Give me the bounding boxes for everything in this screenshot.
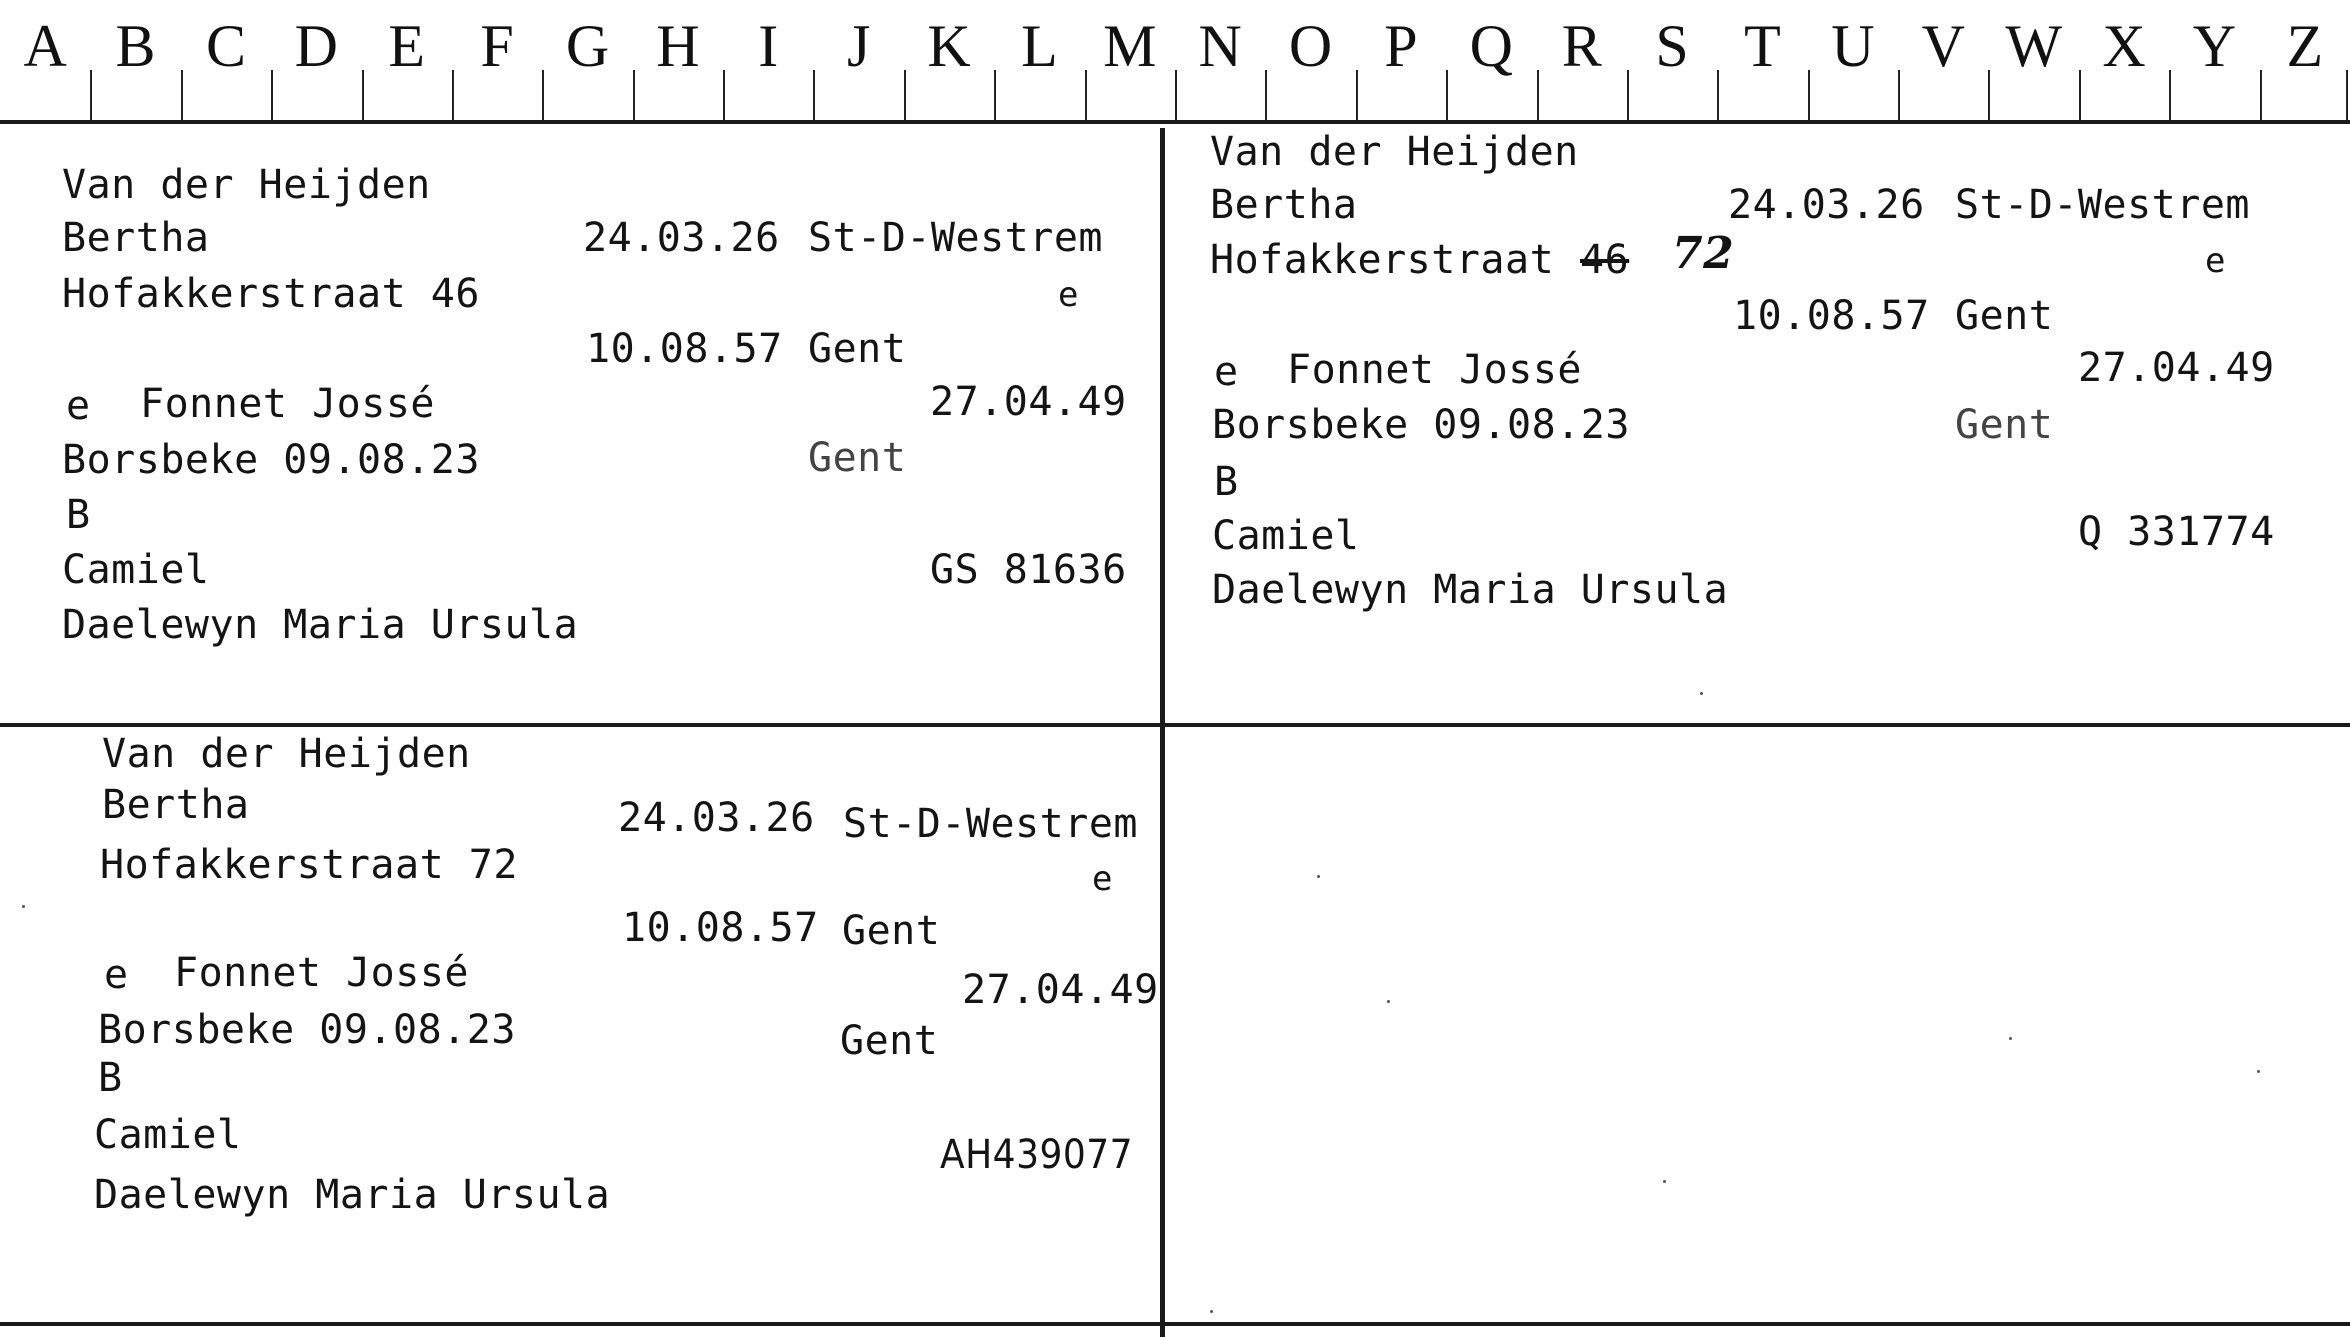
alphabet-divider xyxy=(2346,70,2348,120)
surname: Van der Heijden xyxy=(102,731,471,777)
alphabet-divider xyxy=(90,70,92,120)
alphabet-divider xyxy=(633,70,635,120)
marker-e: e xyxy=(1058,275,1079,315)
alphabet-letter-v xyxy=(1898,0,1988,120)
header-bottom-rule xyxy=(0,120,2350,124)
alphabet-divider xyxy=(994,70,996,120)
alphabet-letter-label: O xyxy=(1288,13,1333,79)
alphabet-divider xyxy=(723,70,725,120)
alphabet-letter-a xyxy=(0,0,90,120)
alphabet-letter-z xyxy=(2260,0,2350,120)
alphabet-letter-g xyxy=(542,0,632,120)
alphabet-letter-label: E xyxy=(388,13,426,79)
alphabet-letter-l xyxy=(994,0,1084,120)
alphabet-letter-label: D xyxy=(294,13,338,79)
entry-date: 10.08.57 xyxy=(622,905,819,951)
alphabet-letter-o xyxy=(1265,0,1355,120)
alphabet-divider xyxy=(1537,70,1539,120)
birth-place: St-D-Westrem xyxy=(843,801,1138,847)
marker-e: e xyxy=(2205,241,2226,281)
spouse-prefix: e xyxy=(1214,349,1239,395)
alphabet-letter-j xyxy=(813,0,903,120)
first-name: Bertha xyxy=(102,782,250,828)
alphabet-letter-label: J xyxy=(846,13,871,79)
entry-place: Gent xyxy=(1955,293,2054,339)
alphabet-letter-label: A xyxy=(23,13,67,79)
id-number: AH439077 xyxy=(940,1132,1134,1178)
alphabet-letter-n xyxy=(1175,0,1265,120)
alphabet-letter-label: S xyxy=(1655,13,1689,79)
surname: Van der Heijden xyxy=(62,162,431,208)
first-name: Bertha xyxy=(1210,182,1358,228)
birth-date: 24.03.26 xyxy=(583,215,780,261)
alphabet-divider xyxy=(1446,70,1448,120)
scan-speck xyxy=(1210,1310,1213,1313)
alphabet-letter-label: Z xyxy=(2286,13,2324,79)
first-name: Bertha xyxy=(62,215,210,261)
marriage-date: 27.04.49 xyxy=(930,379,1127,425)
alphabet-letter-label: T xyxy=(1744,13,1781,79)
alphabet-letter-label: H xyxy=(656,13,700,79)
alphabet-letter-label: R xyxy=(1561,13,1602,79)
alphabet-letter-label: M xyxy=(1103,13,1157,79)
alphabet-letter-label: X xyxy=(2102,13,2146,79)
alphabet-divider xyxy=(1356,70,1358,120)
alphabet-letter-label: I xyxy=(758,13,779,79)
alphabet-divider xyxy=(1898,70,1900,120)
marriage-date: 27.04.49 xyxy=(962,967,1159,1013)
alphabet-letter-label: W xyxy=(2005,13,2062,79)
alphabet-letter-t xyxy=(1717,0,1807,120)
alphabet-letter-h xyxy=(633,0,723,120)
mother-name: Daelewyn Maria Ursula xyxy=(62,602,579,648)
spouse-name: Fonnet Jossé xyxy=(1287,347,1582,393)
father-name: Camiel xyxy=(1212,513,1360,559)
category-letter: B xyxy=(98,1055,123,1101)
alphabet-letter-label: B xyxy=(115,13,156,79)
id-number: Q 331774 xyxy=(2078,509,2275,555)
alphabet-divider xyxy=(1085,70,1087,120)
alphabet-letter-e xyxy=(362,0,452,120)
alphabet-divider xyxy=(904,70,906,120)
address: Hofakkerstraat 46 xyxy=(62,271,480,317)
spouse-name: Fonnet Jossé xyxy=(140,381,435,427)
marker-e: e xyxy=(1092,859,1113,899)
address-old-number: 46 xyxy=(1580,237,1630,283)
alphabet-letter-label: Y xyxy=(2192,13,2237,79)
alphabet-letter-w xyxy=(1988,0,2078,120)
alphabet-letter-label: K xyxy=(927,13,971,79)
alphabet-letter-u xyxy=(1808,0,1898,120)
alphabet-letter-label: P xyxy=(1384,13,1418,79)
alphabet-letter-d xyxy=(271,0,361,120)
alphabet-letter-label: G xyxy=(565,13,610,79)
alphabet-letter-r xyxy=(1537,0,1627,120)
spouse-prefix: e xyxy=(104,952,129,998)
spouse-name: Fonnet Jossé xyxy=(174,950,469,996)
alphabet-letter-m xyxy=(1085,0,1175,120)
spouse-birth: Borsbeke 09.08.23 xyxy=(1212,402,1630,448)
category-letter: B xyxy=(66,492,91,538)
alphabet-letter-x xyxy=(2079,0,2169,120)
alphabet-divider xyxy=(2079,70,2081,120)
alphabet-letter-b xyxy=(90,0,180,120)
father-name: Camiel xyxy=(62,547,210,593)
father-name: Camiel xyxy=(94,1112,242,1158)
alphabet-index xyxy=(0,0,2350,120)
spouse-prefix: e xyxy=(66,383,91,429)
alphabet-divider xyxy=(1265,70,1267,120)
alphabet-letter-s xyxy=(1627,0,1717,120)
alphabet-letter-f xyxy=(452,0,542,120)
alphabet-letter-label: U xyxy=(1831,13,1875,79)
alphabet-divider xyxy=(542,70,544,120)
alphabet-letter-label: L xyxy=(1021,13,1058,79)
alphabet-letter-label: Q xyxy=(1469,13,1513,79)
scan-speck xyxy=(1387,1000,1390,1003)
scan-speck xyxy=(2257,1070,2260,1073)
center-divider xyxy=(1160,128,1165,1337)
mother-name: Daelewyn Maria Ursula xyxy=(1212,567,1729,613)
alphabet-letter-c xyxy=(181,0,271,120)
spouse-birth: Borsbeke 09.08.23 xyxy=(98,1007,516,1053)
alphabet-letter-q xyxy=(1446,0,1536,120)
alphabet-letter-label: N xyxy=(1198,13,1242,79)
alphabet-divider xyxy=(2260,70,2262,120)
entry-place: Gent xyxy=(808,326,907,372)
alphabet-divider xyxy=(1808,70,1810,120)
alphabet-divider xyxy=(452,70,454,120)
alphabet-divider xyxy=(271,70,273,120)
birth-date: 24.03.26 xyxy=(1728,182,1925,228)
alphabet-divider xyxy=(1175,70,1177,120)
scan-speck xyxy=(2009,1037,2012,1040)
alphabet-letter-k xyxy=(904,0,994,120)
scan-speck xyxy=(1663,1180,1666,1183)
bottom-rule xyxy=(0,1322,2350,1326)
alphabet-letter-label: V xyxy=(1921,13,1965,79)
category-letter: B xyxy=(1214,459,1239,505)
alphabet-letter-label: C xyxy=(205,13,246,79)
alphabet-letter-label: F xyxy=(480,13,514,79)
surname: Van der Heijden xyxy=(1210,129,1579,175)
alphabet-divider xyxy=(362,70,364,120)
address: Hofakkerstraat 72 xyxy=(100,842,518,888)
scan-speck xyxy=(1317,875,1320,878)
alphabet-divider xyxy=(181,70,183,120)
scan-speck xyxy=(1700,692,1703,695)
address-new-number: 72 xyxy=(1672,228,1735,279)
alphabet-divider xyxy=(1717,70,1719,120)
id-number: GS 81636 xyxy=(930,547,1127,593)
alphabet-letter-y xyxy=(2169,0,2259,120)
address: Hofakkerstraat xyxy=(1210,237,1555,283)
alphabet-divider xyxy=(2169,70,2171,120)
scan-speck xyxy=(22,905,25,908)
entry-date: 10.08.57 xyxy=(1733,293,1930,339)
alphabet-divider xyxy=(1627,70,1629,120)
entry-place: Gent xyxy=(842,908,941,954)
mother-name: Daelewyn Maria Ursula xyxy=(94,1172,611,1218)
birth-place: St-D-Westrem xyxy=(808,215,1103,261)
alphabet-divider xyxy=(1988,70,1990,120)
alphabet-letter-p xyxy=(1356,0,1446,120)
marriage-place: Gent xyxy=(808,435,907,481)
alphabet-divider xyxy=(813,70,815,120)
marriage-place: Gent xyxy=(840,1018,939,1064)
marriage-place: Gent xyxy=(1955,402,2054,448)
birth-place: St-D-Westrem xyxy=(1955,182,2250,228)
middle-rule xyxy=(0,723,2350,727)
birth-date: 24.03.26 xyxy=(618,795,815,841)
entry-date: 10.08.57 xyxy=(586,326,783,372)
marriage-date: 27.04.49 xyxy=(2078,345,2275,391)
spouse-birth: Borsbeke 09.08.23 xyxy=(62,437,480,483)
alphabet-letter-i xyxy=(723,0,813,120)
